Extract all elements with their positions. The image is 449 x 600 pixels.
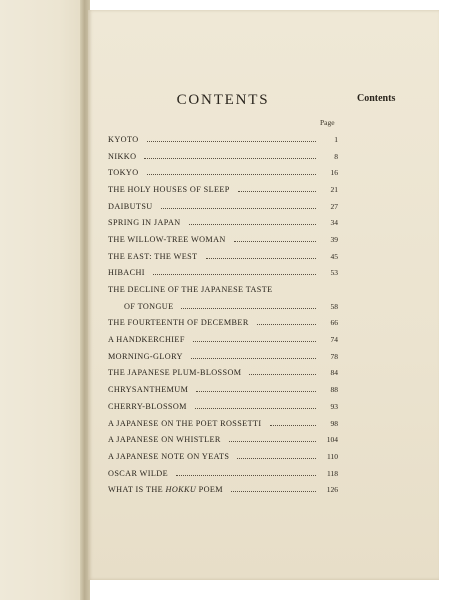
dot-leader: [237, 458, 316, 459]
toc-entry: [108, 398, 338, 415]
toc-entry: [108, 248, 338, 265]
toc-title: THE WILLOW-TREE WOMAN: [108, 234, 226, 244]
toc-title: DAIBUTSU: [108, 201, 153, 211]
toc-entry: [108, 265, 338, 282]
toc-entry: [108, 164, 338, 181]
toc-entry: [108, 415, 338, 432]
toc-entry: [108, 148, 338, 165]
toc-entry: [108, 331, 338, 348]
dot-leader: [189, 224, 316, 225]
toc-page: 78: [330, 351, 338, 361]
toc-title: NIKKO: [108, 151, 137, 161]
toc-entry-continuation: [108, 298, 338, 315]
dot-leader: [195, 408, 316, 409]
toc-page: 8: [334, 151, 338, 161]
toc-title-part: POEM: [196, 485, 223, 495]
toc-entry: [108, 481, 338, 498]
toc-title: A JAPANESE NOTE ON YEATS: [108, 451, 230, 461]
toc-page: 58: [330, 301, 338, 311]
dot-leader: [153, 274, 316, 275]
dot-leader: [176, 475, 316, 476]
toc-title: THE EAST: THE WEST: [108, 251, 198, 261]
toc-page: 104: [326, 435, 338, 445]
dot-leader: [234, 241, 316, 242]
dot-leader: [191, 358, 316, 359]
toc-page: 110: [327, 451, 338, 461]
toc-title: A HANDKERCHIEF: [108, 335, 185, 345]
dot-leader: [144, 158, 316, 159]
toc-page: 39: [330, 234, 338, 244]
contents-heading: CONTENTS: [176, 92, 270, 108]
toc-page: 88: [330, 385, 338, 395]
toc-page: 98: [330, 418, 338, 428]
toc-title: THE HOLY HOUSES OF SLEEP: [108, 184, 230, 194]
toc-title: KYOTO: [108, 134, 139, 144]
toc-entry: [108, 214, 338, 231]
toc-title: CHERRY-BLOSSOM: [108, 401, 187, 411]
toc-entry: [108, 431, 338, 448]
toc-page: 21: [330, 184, 338, 194]
toc-title: TOKYO: [108, 168, 139, 178]
toc-entry: [108, 448, 338, 465]
toc-page: 53: [330, 268, 338, 278]
toc-entry: [108, 348, 338, 365]
toc-entry: [108, 198, 338, 215]
dot-leader: [193, 341, 316, 342]
toc-entry: [108, 465, 338, 482]
toc-page: 84: [330, 368, 338, 378]
page-column-label: Page: [320, 118, 335, 127]
toc-title-italic: HOKKU: [165, 485, 197, 495]
toc-entry: [108, 231, 338, 248]
dot-leader: [257, 324, 316, 325]
toc-title: THE JAPANESE PLUM-BLOSSOM: [108, 368, 242, 378]
toc-page: 16: [330, 168, 338, 178]
toc-entry: [108, 381, 338, 398]
dot-leader: [231, 491, 316, 492]
dot-leader: [147, 174, 316, 175]
toc-title: CHRYSANTHEMUM: [108, 385, 189, 395]
dot-leader: [270, 425, 317, 426]
toc-title: OSCAR WILDE: [108, 468, 168, 478]
toc-entry: [108, 281, 338, 298]
dot-leader: [196, 391, 316, 392]
toc-title: A JAPANESE ON THE POET ROSSETTI: [108, 418, 262, 428]
toc-entry: [108, 365, 338, 382]
toc-page: 45: [330, 251, 338, 261]
dot-leader: [249, 374, 316, 375]
dot-leader: [161, 208, 316, 209]
toc-entry: [108, 131, 338, 148]
toc-title: MORNING-GLORY: [108, 351, 183, 361]
toc-title: [108, 485, 227, 494]
toc-page: 34: [330, 218, 338, 228]
toc-page: 66: [330, 318, 338, 328]
toc-page: 118: [327, 468, 338, 478]
toc-entry: [108, 315, 338, 332]
toc-page: 74: [330, 335, 338, 345]
dot-leader: [206, 258, 317, 259]
dot-leader: [238, 191, 316, 192]
toc-title-part: WHAT IS THE: [108, 485, 166, 495]
dot-leader: [229, 441, 316, 442]
toc-page: 126: [326, 485, 338, 495]
toc-title: THE DECLINE OF THE JAPANESE TASTE: [108, 285, 273, 295]
toc-page: 1: [334, 134, 338, 144]
running-head: Contents: [357, 93, 396, 104]
dot-leader: [147, 141, 316, 142]
dot-leader: [181, 308, 316, 309]
toc-page: 93: [330, 401, 338, 411]
toc-title: SPRING IN JAPAN: [108, 218, 181, 228]
toc-title: HIBACHI: [108, 268, 145, 278]
left-page: [0, 0, 84, 600]
toc-title: THE FOURTEENTH OF DECEMBER: [108, 318, 249, 328]
toc-entry: [108, 181, 338, 198]
toc-title: OF TONGUE: [124, 301, 174, 311]
toc-page: 27: [330, 201, 338, 211]
toc-title: A JAPANESE ON WHISTLER: [108, 435, 221, 445]
table-of-contents: [108, 131, 338, 498]
